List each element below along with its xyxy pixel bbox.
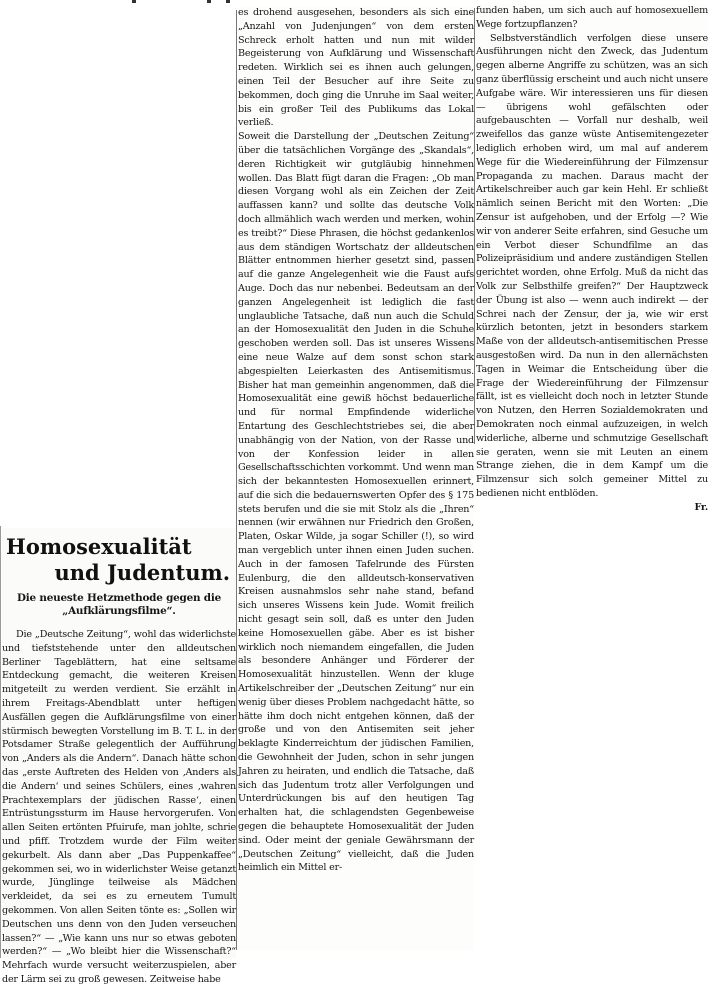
headline-line-2: und Judentum. [54, 560, 230, 585]
headline-line-1: Homosexualität [6, 534, 192, 559]
clipping-mark [207, 0, 211, 3]
clipping-mark [132, 0, 136, 3]
article-body-column-2: es drohend ausgesehen, besonders als sich eine „Anzahl von Judenjungen“ von dem ersten Schreck erholt hatten und nun mit wilder Begeisterung von Aufklärung und Wissenschaft redeten. Wirklich sei es ihnen auch gelungen, einen Teil der Besucher auf ihre Seite zu bekommen, doch ging die Unruhe im Saal weiter, bis ein großer Teil des Publikums das Lokal verließ. Soweit die Darstellung der „Deutschen Zeitung“ über die tatsächlichen Vorgänge des „Skandals“, deren Richtigkeit wir gutgläubig hinnehmen wollen. Das Blatt fügt daran die Fragen: „Ob man diesen Vorgang wohl als ein Zeichen der Zeit auffassen kann? und sollte das deutsche Volk doch allmählich wach werden und merken, wohin es treibt?“ Diese Phrasen, die höchst gedankenlos aus dem ständigen Wortschatz der alldeutschen Blätter entnommen hierher gesetzt sind, passen auf die ganze Angelegenheit wie die Faust aufs Auge. Doch das nur nebenbei. Bedeutsam an der ganzen Angelegenheit ist lediglich die fast unglaubliche Tatsache, daß nun auch die Schuld an der Homosexualität den Juden in die Schuhe geschoben werden soll. Das ist unseres Wissens eine neue Walze auf dem sonst schon stark abgespielten Leierkasten des Antisemitismus. Bisher hat man gemeinhin angenommen, daß die Homosexualität eine gewiß höchst bedauerliche und für normal Empfindende widerliche Entartung des Geschlechtstriebes sei, die aber unabhängig von der Nation, von der Rasse und von der Konfession leider in allen Gesellschaftsschichten vorkommt. Und wenn man sich der bekanntesten Homosexuellen erinnert, auf die sich die bedauernswerten Opfer des § 175 stets berufen und die sie mit Stolz als die „Ihren“ nennen (wir erwähnen nur Friedrich den Großen, Platen, Oskar Wilde, ja sogar Schiller (!), so wird man vergeblich unter ihnen einen Juden suchen. Auch in der famosen Tafelrunde des Fürsten Eulenburg, die den alldeutsch-konservativen Kreisen ausnahmslos sehr nahe stand, befand sich unseres Wissens kein Jude. Womit freilich nicht gesagt sein soll, daß es unter den Juden keine Homosexuellen gäbe. Aber es ist bisher wirklich noch niemandem eingefallen, die Juden als besondere Anhänger und Förderer der Homosexualität hinzustellen. Wenn der kluge Artikelschreiber der „Deutschen Zeitung“ nur ein wenig über dieses Problem nachgedacht hätte, so hätte ihm doch nicht entgehen können, daß der große und von den Antisemiten seit jeher beklagte Kinderreichtum der jüdischen Familien, die Gewohnheit der Juden, schon in sehr jungen Jahren zu heiraten, und endlich die Tatsache, daß sich das Judentum trotz aller Verfolgungen und Unterdrückungen bis auf den heutigen Tag erhalten hat, die schlagendsten Gegenbeweise gegen die behauptete Homosexualität der Juden sind. Oder meint der geniale Gewährsmann der „Deutschen Zeitung“ vielleicht, daß die Juden heimlich ein Mittel er- [238, 7, 474, 874]
column-divider [474, 8, 475, 444]
clipping-edge [0, 526, 1, 958]
clipping-mark [226, 0, 230, 3]
article-column-1 [2, 528, 236, 985]
article-body-column-3-paragraph-2: Selbstverständlich verfolgen diese unsere Ausführungen nicht den Zweck, das Judentum gegen alberne Angriffe zu schützen, was an sich ganz überflüssig erscheint und auch nicht unsere Aufgabe wäre. Wir interessieren uns für diesen — übrigens wohl gefälschten oder aufgebauschten — Vorfall nur deshalb, weil zweifellos das ganze wüste Antisemitengezeter lediglich erhoben wird, um mal auf anderem Wege für die Wiedereinführung der Filmzensur Propaganda zu machen. Daraus macht der Artikelschreiber auch gar kein Hehl. Er schließt nämlich seinen Bericht mit den Worten: „Die Zensur ist aufgehoben, und der Erfolg —? Wie wir von anderer Seite erfahren, sind Gesuche um ein Verbot dieser Schundfilme an das Polizeipräsidium und andere zuständigen Stellen gerichtet worden, ohne Erfolg. Muß da nicht das Volk zur Selbsthilfe greifen?“ Der Hauptzweck der Übung ist also — wenn auch indirekt — der Schrei nach der Zensur, der ja, wie wir erst kürzlich betonten, jetzt in besonders starkem Maße von der alldeutsch-antisemitischen Presse ausgestoßen wird. Da nun in den allernächsten Tagen in Weimar die Entscheidung über die Frage der Wiedereinführung der Filmzensur fällt, ist es vielleicht doch noch in letzter Stunde von Nutzen, den Herren Sozialdemokraten und Demokraten noch einmal aufzuzeigen, in welch widerliche, alberne und schmutzige Gesellschaft sie geraten, wenn sie mit Leuten an einem Strange ziehen, die in dem Kampf um die Filmzensur sich solch gemeiner Mittel zu bedienen nicht entblöden. [476, 32, 708, 499]
article-column-2 [238, 6, 474, 950]
column-divider [236, 10, 237, 950]
article-column-3 [476, 4, 708, 513]
article-body-column-3-paragraph-1: funden haben, um sich auch auf homosexuellem Wege fortzupflanzen? [476, 5, 708, 30]
article-headline [6, 534, 236, 586]
article-subtitle: Die neueste Hetzmethode gegen die „Aufklärungsfilme“. [16, 592, 222, 617]
article-body-column-1: Die „Deutsche Zeitung“, wohl das widerlichste und tiefststehende unter den alldeutschen Berliner Tageblättern, hat eine seltsame Entdeckung gemacht, die weiteren Kreisen mitgeteilt zu werden verdient. Sie erzählt in ihrem Freitags-Abendblatt unter heftigen Ausfällen gegen die Aufklärungsfilme von einer stürmisch bewegten Vorstellung im B. T. L. in der Potsdamer Straße gelegentlich der Aufführung von „Anders als die Andern“. Danach hätte schon das „erste Auftreten des Helden von ‚Anders als die Andern‘ und seines Schülers, eines ‚wahren Prachtexemplars der jüdischen Rasse‘, einen Entrüstungssturm im Hause hervorgerufen. Von allen Seiten ertönten Pfuirufe, man johlte, schrie und pfiff. Trotzdem wurde der Film weiter gekurbelt. Als dann aber „Das Puppenkaffee“ gekommen sei, wo in widerlichster Weise getanzt wurde, Jünglinge teilweise als Mädchen verkleidet, da sei es zu erneutem Tumult gekommen. Von allen Seiten tönte es: „Sollen wir Deutschen uns denn von den Juden verseuchen lassen?“ — „Wie kann uns nur so etwas geboten werden?“ — „Wo bleibt hier die Wissenschaft?“ Mehrfach wurde versucht weiterzuspielen, aber der Lärm sei zu groß gewesen. Zeitweise habe [2, 629, 236, 985]
author-signature: Fr. [694, 501, 708, 513]
